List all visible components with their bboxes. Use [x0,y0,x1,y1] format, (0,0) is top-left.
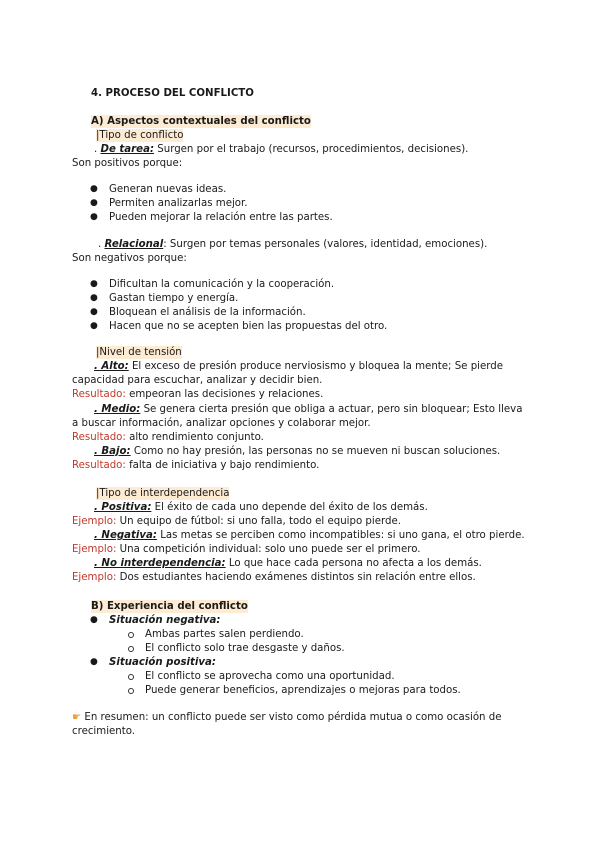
bullet-icon: ● [90,307,98,317]
no-interdependencia-text: Lo que hace cada persona no afecta a los demás. [225,558,482,569]
ejemplo-label: Ejemplo: [72,544,117,555]
bajo-line [94,445,500,458]
summary-text-2: crecimiento. [72,726,136,737]
positivo-item-1: Generan nuevas ideas. [109,184,227,195]
part-a-title: A) Aspectos contextuales del conflicto [91,116,311,127]
medio-line [94,403,522,416]
alto-result-line [72,388,323,401]
no-interdependencia-term: . No interdependencia: [94,558,226,569]
relacional-term: Relacional [104,239,164,250]
tarea-prefix: . [94,144,101,155]
situacion-negativa-item-1: Ambas partes salen perdiendo. [145,629,304,640]
alto-line [94,360,503,373]
resultado-label: Resultado: [72,389,126,400]
bajo-result-line [72,459,319,472]
section-title: 4. PROCESO DEL CONFLICTO [91,88,254,99]
bajo-result: falta de iniciativa y bajo rendimiento. [125,460,320,471]
negativos-intro: Son negativos porque: [72,253,187,264]
negativa-ejemplo-line [72,543,421,556]
negativo-item-1: Dificultan la comunicación y la cooperación. [109,279,335,290]
medio-term: . Medio: [94,404,141,415]
hollow-bullet-icon [128,646,134,652]
hollow-bullet-icon [128,674,134,680]
bullet-icon: ● [90,321,98,331]
alto-text-1: El exceso de presión produce nerviosismo y bloquea la mente; Se pierde [128,361,504,372]
alto-result: empeoran las decisiones y relaciones. [125,389,324,400]
positivos-intro: Son positivos porque: [72,158,183,169]
bajo-text: Como no hay presión, las personas no se mueven ni buscan soluciones. [130,446,501,457]
tarea-term: De tarea: [100,144,155,155]
resultado-label: Resultado: [72,460,126,471]
ejemplo-label: Ejemplo: [72,572,117,583]
interdependencia-label: |Tipo de interdependencia [96,488,230,499]
bajo-term: . Bajo: [94,446,131,457]
bullet-icon: ● [90,212,98,222]
pointing-hand-icon: ☛ [72,712,82,723]
ejemplo-label: Ejemplo: [72,516,117,527]
negativa-term: . Negativa: [94,530,157,541]
positiva-term: . Positiva: [94,502,152,513]
medio-result: alto rendimiento conjunto. [125,432,264,443]
negativa-text: Las metas se perciben como incompatibles: si uno gana, el otro pierde. [156,530,525,541]
part-b-title: B) Experiencia del conflicto [91,601,248,612]
situacion-negativa-label: Situación negativa: [109,615,221,626]
positiva-ejemplo: Un equipo de fútbol: si uno falla, todo el equipo pierde. [116,516,401,527]
negativa-line [94,529,525,542]
situacion-positiva-item-2: Puede generar beneficios, aprendizajes o mejoras para todos. [145,685,461,696]
situacion-negativa-item-2: El conflicto solo trae desgaste y daños. [145,643,345,654]
no-interdependencia-ejemplo-line [72,571,476,584]
positivo-item-3: Pueden mejorar la relación entre las partes. [109,212,333,223]
hollow-bullet-icon [128,632,134,638]
negativa-ejemplo: Una competición individual: solo uno puede ser el primero. [116,544,421,555]
positiva-text: El éxito de cada uno depende del éxito de los demás. [151,502,428,513]
tarea-text: Surgen por el trabajo (recursos, procedimientos, decisiones). [154,144,469,155]
alto-text-2: capacidad para escuchar, analizar y decidir bien. [72,375,323,386]
hollow-bullet-icon [128,688,134,694]
bullet-icon: ● [90,293,98,303]
medio-text-2: a buscar información, analizar opciones y colaborar mejor. [72,418,371,429]
negativo-item-4: Hacen que no se acepten bien las propuestas del otro. [109,321,388,332]
bullet-icon: ● [90,198,98,208]
negativo-item-3: Bloquean el análisis de la información. [109,307,306,318]
bullet-icon: ● [90,279,98,289]
nivel-tension-label: |Nivel de tensión [96,347,182,358]
relacional-text: : Surgen por temas personales (valores, identidad, emociones). [163,239,488,250]
tipo-conflicto-label: |Tipo de conflicto [96,130,184,141]
alto-term: . Alto: [94,361,129,372]
bullet-icon: ● [90,184,98,194]
no-interdependencia-ejemplo: Dos estudiantes haciendo exámenes distintos sin relación entre ellos. [116,572,476,583]
tarea-line [94,143,468,156]
negativo-item-2: Gastan tiempo y energía. [109,293,239,304]
bullet-icon: ● [90,615,98,625]
positiva-line [94,501,428,514]
no-interdependencia-line [94,557,482,570]
medio-result-line [72,431,264,444]
resultado-label: Resultado: [72,432,126,443]
situacion-positiva-label: Situación positiva: [109,657,216,668]
relacional-prefix: . [98,239,105,250]
relacional-line [98,238,487,251]
summary-text-1: En resumen: un conflicto puede ser visto como pérdida mutua o como ocasión de [81,712,502,723]
positivo-item-2: Permiten analizarlas mejor. [109,198,248,209]
medio-text-1: Se genera cierta presión que obliga a actuar, pero sin bloquear; Esto lleva [140,404,523,415]
summary-line-1 [72,711,502,724]
situacion-positiva-item-1: El conflicto se aprovecha como una oportunidad. [145,671,395,682]
bullet-icon: ● [90,657,98,667]
positiva-ejemplo-line [72,515,401,528]
